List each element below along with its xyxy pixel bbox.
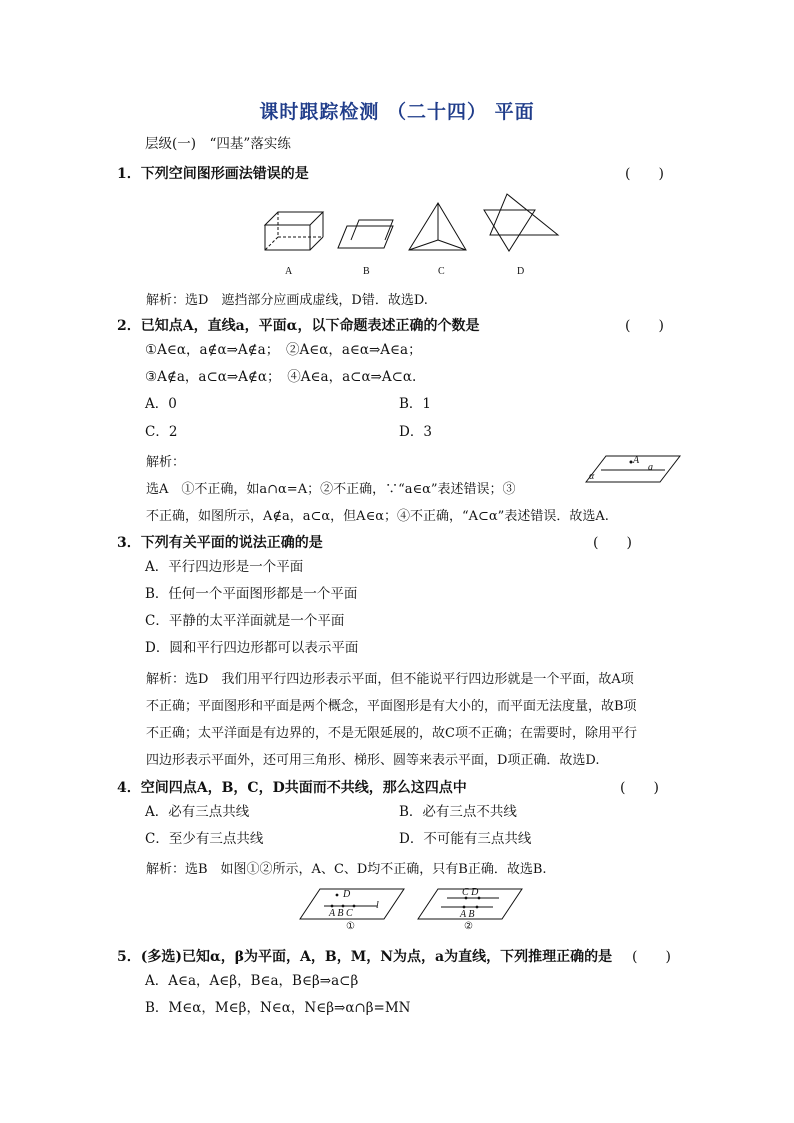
q1-stem: 1．下列空间图形画法错误的是: [117, 166, 309, 182]
q2-answer-paren: ( ): [625, 318, 664, 334]
q2-stem: 2．已知点A，直线a，平面α，以下命题表述正确的个数是: [117, 318, 480, 334]
q4-fig2-top-label: C D: [462, 887, 479, 898]
q2-solution-line2: 不正确，如图所示，A∉a，a⊂α，但A∈α；④不正确，“A⊂α”表述错误．故选A.: [146, 509, 609, 524]
page-title: 课时跟踪检测 （二十四） 平面: [259, 101, 535, 123]
q1-figure-a-cube: [264, 210, 326, 252]
q3-solution-line2: 不正确；平面图形和平面是两个概念，平面图形是有大小的，而平面无法度量，故B项: [146, 699, 637, 714]
q5-option-a: A．A∈a，A∈β，B∈a，B∈β⇒a⊂β: [145, 973, 359, 989]
q2-prop-line2: ③A∉a，a⊂α⇒A∉α； ④A∈a，a⊂α⇒A⊂α.: [145, 369, 417, 385]
q2-fig-plane-label: α: [589, 471, 595, 482]
q4-option-d: D．不可能有三点共线: [399, 831, 532, 847]
q4-fig2-number: ②: [464, 921, 473, 932]
q2-option-d: D．3: [399, 424, 432, 440]
q5-option-b: B．M∈α，M∈β，N∈α，N∈β⇒α∩β=MN: [145, 1000, 411, 1016]
q1-label-b: B: [363, 266, 370, 277]
q4-solution: 解析：选B 如图①②所示，A、C、D均不正确，只有B正确．故选B.: [146, 862, 547, 877]
q4-answer-paren: ( ): [620, 780, 659, 796]
q3-solution-line1: 解析：选D 我们用平行四边形表示平面，但不能说平行四边形就是一个平面，故A项: [146, 672, 634, 687]
q4-fig1-top-label: D: [343, 889, 351, 900]
q1-label-a: A: [285, 266, 293, 277]
q1-label-c: C: [438, 266, 445, 277]
q3-option-b: B．任何一个平面图形都是一个平面: [145, 586, 358, 602]
q3-solution-line4: 四边形表示平面外，还可用三角形、梯形、圆等来表示平面，D项正确．故选D.: [146, 753, 600, 768]
q2-option-c: C．2: [145, 424, 178, 440]
q2-solution-line1: 选A ①不正确，如a∩α=A；②不正确，∵“a∈α”表述错误；③: [146, 482, 516, 497]
q1-solution: 解析：选D 遮挡部分应画成虚线，D错．故选D.: [146, 293, 428, 308]
q2-option-b: B．1: [399, 396, 432, 412]
q5-answer-paren: ( ): [632, 949, 671, 965]
q3-stem: 3．下列有关平面的说法正确的是: [117, 535, 323, 551]
q1-answer-paren: ( ): [625, 166, 664, 182]
q5-stem: 5．(多选)已知α，β为平面，A，B，M，N为点，a为直线，下列推理正确的是: [117, 949, 613, 965]
q4-option-b: B．必有三点不共线: [399, 804, 517, 820]
q3-solution-line3: 不正确；太平洋面是有边界的，不是无限延展的，故C项不正确；在需要时，除用平行: [146, 726, 637, 741]
q4-fig1-number: ①: [346, 921, 355, 932]
q4-option-c: C．至少有三点共线: [145, 831, 264, 847]
section-level: 层级(一) “四基”落实练: [145, 136, 291, 152]
q3-option-d: D．圆和平行四边形都可以表示平面: [145, 640, 359, 656]
q3-answer-paren: ( ): [593, 535, 632, 551]
q1-figure-d-star: [483, 193, 559, 253]
q2-solution-head: 解析：: [146, 455, 186, 470]
q1-label-d: D: [517, 266, 525, 277]
q4-fig1-line-label: l: [376, 900, 379, 911]
q2-fig-line-label: a: [648, 462, 653, 473]
q2-fig-point-label: A: [633, 455, 640, 466]
q1-figure-b-planes: [337, 218, 395, 250]
q1-figure-c-tetra: [408, 202, 468, 252]
q4-fig1-bottom-label: A B C: [329, 908, 353, 919]
q3-option-a: A．平行四边形是一个平面: [145, 559, 304, 575]
q3-option-c: C．平静的太平洋面就是一个平面: [145, 613, 345, 629]
q2-prop-line1: ①A∈α，a∉α⇒A∉a； ②A∈α，a∈α⇒A∈a；: [145, 342, 422, 358]
q2-option-a: A．0: [145, 396, 177, 412]
q4-fig2-bottom-label: A B: [460, 909, 475, 920]
q4-option-a: A．必有三点共线: [145, 804, 250, 820]
q4-stem: 4．空间四点A，B，C，D共面而不共线，那么这四点中: [117, 780, 467, 796]
